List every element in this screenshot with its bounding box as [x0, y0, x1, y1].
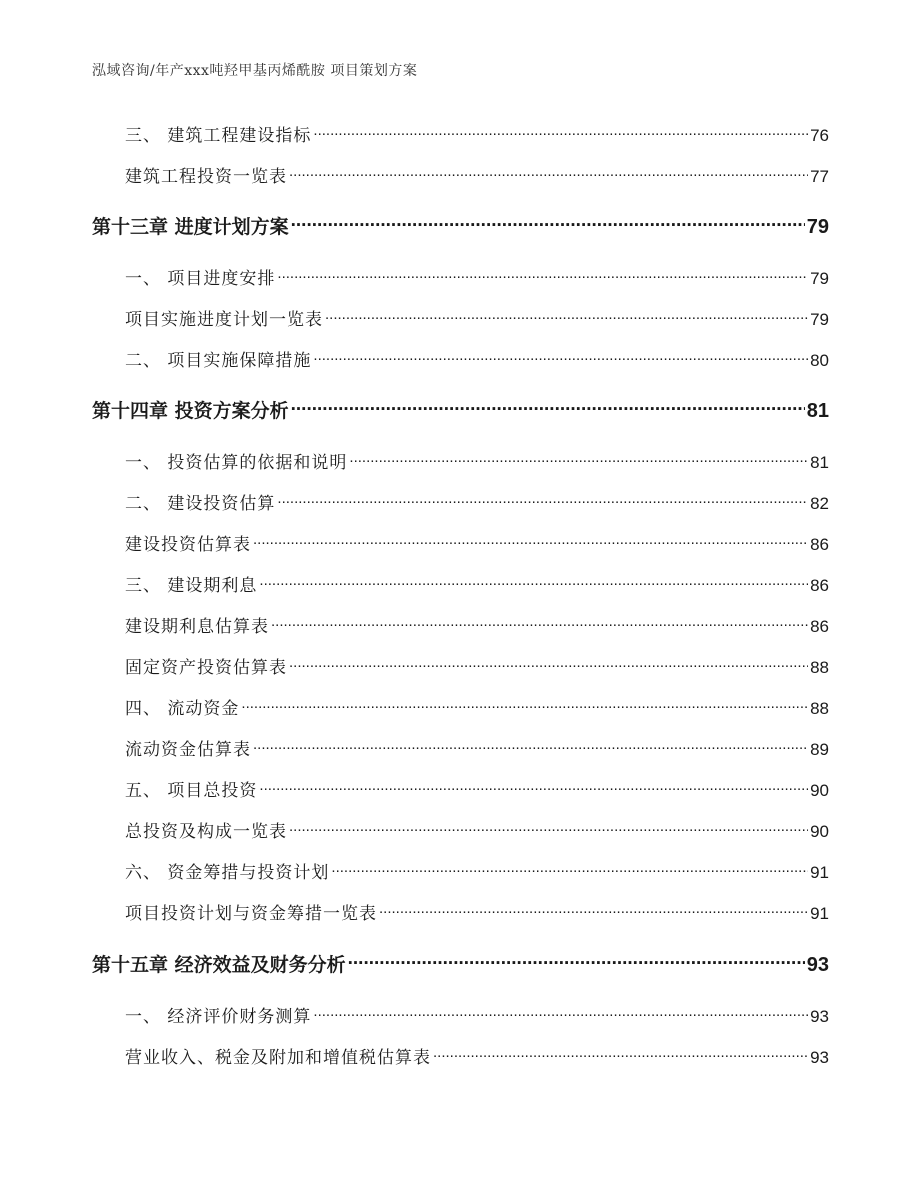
toc-dot-leader — [277, 492, 808, 509]
toc-entry-title: 营业收入、税金及附加和增值税估算表 — [125, 1048, 431, 1068]
toc-entry[interactable] — [125, 861, 829, 885]
toc-entry-title: 建设投资估算表 — [125, 535, 251, 555]
toc-dot-leader — [291, 398, 805, 417]
toc-dot-leader — [331, 861, 808, 878]
toc-entry-page: 80 — [810, 351, 829, 370]
toc-entry-title: 固定资产投资估算表 — [125, 658, 287, 678]
toc-chapter-entry[interactable] — [92, 951, 829, 979]
toc-entry-title: 总投资及构成一览表 — [125, 822, 287, 842]
toc-entry-page: 90 — [810, 822, 829, 841]
toc-entry-title: 四、 流动资金 — [125, 699, 240, 719]
toc-dot-leader — [253, 738, 808, 755]
toc-dot-leader — [313, 124, 808, 141]
toc-dot-leader — [271, 615, 808, 632]
toc-entry-title: 五、 项目总投资 — [125, 781, 258, 801]
toc-entry[interactable] — [125, 902, 829, 926]
toc-dot-leader — [349, 451, 808, 468]
toc-entry-title: 项目实施进度计划一览表 — [125, 310, 323, 330]
toc-entry[interactable] — [125, 574, 829, 598]
toc-entry-title: 建设期利息估算表 — [125, 617, 269, 637]
toc-dot-leader — [379, 902, 808, 919]
toc-entry-page: 89 — [810, 740, 829, 759]
toc-chapter-title: 第十五章 经济效益及财务分析 — [92, 954, 346, 976]
toc-entry[interactable] — [125, 1005, 829, 1029]
page-header: 泓域咨询/年产xxx吨羟甲基丙烯酰胺 项目策划方案 — [92, 63, 418, 79]
toc-entry-title: 一、 经济评价财务测算 — [125, 1007, 312, 1027]
toc-chapter-entry[interactable] — [92, 397, 829, 425]
toc-chapter-page: 81 — [806, 400, 829, 422]
toc-entry[interactable] — [125, 697, 829, 721]
toc-dot-leader — [289, 165, 808, 182]
toc-entry-title: 一、 项目进度安排 — [125, 269, 276, 289]
toc-entry[interactable] — [125, 738, 829, 762]
toc-entry[interactable] — [125, 165, 829, 189]
toc-dot-leader — [241, 697, 808, 714]
toc-chapter-title: 第十三章 进度计划方案 — [92, 216, 289, 238]
toc-entry-title: 六、 资金筹措与投资计划 — [125, 863, 330, 883]
toc-entry-page: 86 — [810, 535, 829, 554]
toc-entry[interactable] — [125, 533, 829, 557]
toc-entry-page: 79 — [810, 310, 829, 329]
toc-entry-page: 90 — [810, 781, 829, 800]
toc-dot-leader — [259, 779, 808, 796]
toc-chapter-page: 79 — [806, 216, 829, 238]
toc-entry-page: 76 — [810, 126, 829, 145]
toc-entry-page: 79 — [810, 269, 829, 288]
toc-entry-page: 93 — [810, 1007, 829, 1026]
toc-dot-leader — [277, 267, 808, 284]
toc-dot-leader — [289, 656, 808, 673]
toc-dot-leader — [313, 1005, 808, 1022]
toc-entry[interactable] — [125, 267, 829, 291]
toc-entry[interactable] — [125, 656, 829, 680]
toc-dot-leader — [291, 214, 805, 233]
toc-entry-title: 项目投资计划与资金筹措一览表 — [125, 904, 377, 924]
toc-entry-page: 86 — [810, 617, 829, 636]
toc-entry-title: 三、 建筑工程建设指标 — [125, 126, 312, 146]
toc-entry[interactable] — [125, 779, 829, 803]
toc-entry-page: 88 — [810, 699, 829, 718]
toc-chapter-title: 第十四章 投资方案分析 — [92, 400, 289, 422]
toc-entry-title: 一、 投资估算的依据和说明 — [125, 453, 348, 473]
toc-entry-title: 二、 建设投资估算 — [125, 494, 276, 514]
toc-entry-title: 三、 建设期利息 — [125, 576, 258, 596]
toc-chapter-page: 93 — [806, 954, 829, 976]
toc-entry-title: 流动资金估算表 — [125, 740, 251, 760]
toc-entry-page: 91 — [810, 863, 829, 882]
toc-dot-leader — [313, 349, 808, 366]
toc-entry[interactable] — [125, 451, 829, 475]
toc-dot-leader — [259, 574, 808, 591]
toc-dot-leader — [325, 308, 808, 325]
toc-entry-page: 77 — [810, 167, 829, 186]
toc-entry[interactable] — [125, 1046, 829, 1070]
toc-entry-page: 86 — [810, 576, 829, 595]
toc-dot-leader — [253, 533, 808, 550]
toc-entry-page: 93 — [810, 1048, 829, 1067]
toc-chapter-entry[interactable] — [92, 213, 829, 241]
toc-entry[interactable] — [125, 492, 829, 516]
toc-entry-page: 81 — [810, 453, 829, 472]
toc-entry-title: 二、 项目实施保障措施 — [125, 351, 312, 371]
toc-entry[interactable] — [125, 820, 829, 844]
toc-entry-page: 88 — [810, 658, 829, 677]
toc-entry[interactable] — [125, 308, 829, 332]
toc-entry[interactable] — [125, 124, 829, 148]
toc-entry-page: 82 — [810, 494, 829, 513]
toc-dot-leader — [433, 1046, 808, 1063]
toc-entry-page: 91 — [810, 904, 829, 923]
toc-dot-leader — [289, 820, 808, 837]
toc-entry[interactable] — [125, 349, 829, 373]
toc-entry-title: 建筑工程投资一览表 — [125, 167, 287, 187]
toc-dot-leader — [348, 952, 805, 971]
toc-entry[interactable] — [125, 615, 829, 639]
